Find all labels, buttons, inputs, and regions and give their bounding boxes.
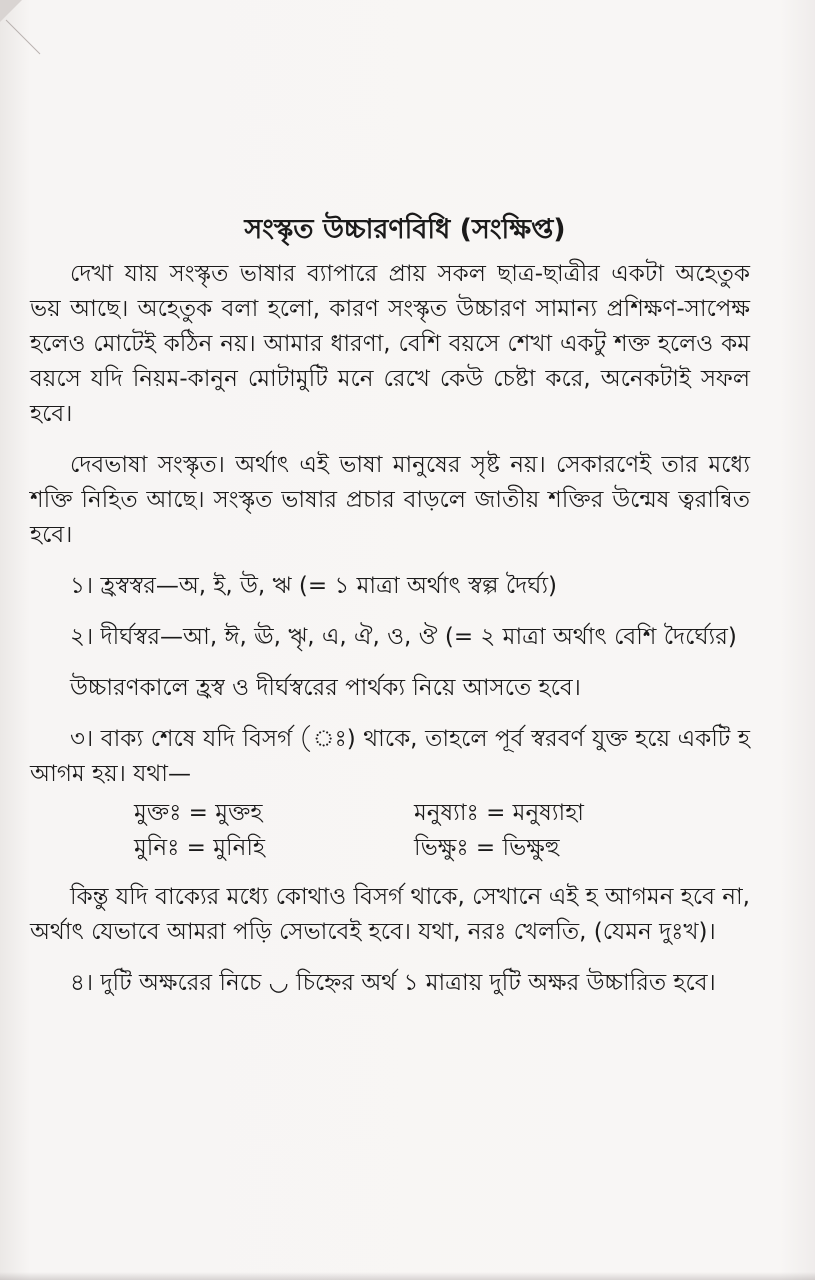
paragraph-difference: উচ্চারণকালে হ্রস্ব ও দীর্ঘস্বরের পার্থক্য নিয়ে আসতে হবে। (70, 675, 581, 701)
paragraph-intro: দেখা যায় সংস্কৃত ভাষার ব্যাপারে প্রায় সকল ছাত্র-ছাত্রীর একটা অহেতুক ভয় আছে। অহেতুক বলা হলো, কারণ সংস্কৃত উচ্চারণ সামান্য প্রশিক্ষণ-সাপেক্ষ হলেও মোটেই কঠিন নয়। আমার ধারণা, বেশি বয়সে শেখা একটু শক্ত হলেও কম বয়সে যদি নিয়ম-কানুন মোটামুটি মনে রেখে কেউ চেষ্টা করে, অনেকটাই সফল হবে। (30, 261, 750, 427)
example-item: মুনিঃ = মুনিহি (134, 835, 265, 861)
page-corner-fold (0, 0, 60, 60)
example-item: মুক্তঃ = মুক্তহ (134, 800, 263, 826)
paragraph-devabhasha: দেবভাষা সংস্কৃত। অর্থাৎ এই ভাষা মানুষের সৃষ্ট নয়। সেকারণেই তার মধ্যে শক্তি নিহিত আছে। সংস্কৃত ভাষার প্রচার বাড়লে জাতীয় শক্তির উন্মেষ ত্বরান্বিত হবে। (30, 452, 750, 548)
example-item: ভিক্ষুঃ = ভিক্ষুহু (414, 835, 560, 861)
paragraph-visarga-middle: কিন্তু যদি বাক্যের মধ্যে কোথাও বিসর্গ থাকে, সেখানে এই হ আগমন হবে না, অর্থাৎ যেভাবে আমরা পড়ি সেভাবেই হবে। যথা, নরঃ খেলতি, (যেমন দুঃখ)। (30, 884, 750, 945)
rule-2-long-vowels: ২। দীর্ঘস্বর—আ, ঈ, ঊ, ৠ, এ, ঐ, ও, ঔ (= ২ মাত্রা অর্থাৎ বেশি দৈর্ঘ্যের) (70, 624, 737, 650)
example-item: মনুষ্যাঃ = মনুষ্যাহা (414, 800, 584, 826)
visarga-examples (30, 796, 750, 866)
page-bottom-shadow (0, 1272, 815, 1280)
rule-4-breve: ৪। দুটি অক্ষরের নিচে ◡ চিহ্নের অর্থ ১ মাত্রায় দুটি অক্ষর উচ্চারিত হবে। (70, 970, 716, 996)
page-title: সংস্কৃত উচ্চারণবিধি (সংক্ষিপ্ত) (244, 214, 566, 245)
rule-1-short-vowels: ১। হ্রস্বস্বর—অ, ই, উ, ঋ (= ১ মাত্রা অর্থাৎ স্বল্প দৈর্ঘ্য) (70, 573, 558, 599)
page-content (30, 212, 750, 1017)
rule-3-visarga: ৩। বাক্য শেষে যদি বিসর্গ (ঃ) থাকে, তাহলে পূর্ব স্বরবর্ণ যুক্ত হয়ে একটি হ আগম হয়। যথা— (30, 726, 750, 787)
